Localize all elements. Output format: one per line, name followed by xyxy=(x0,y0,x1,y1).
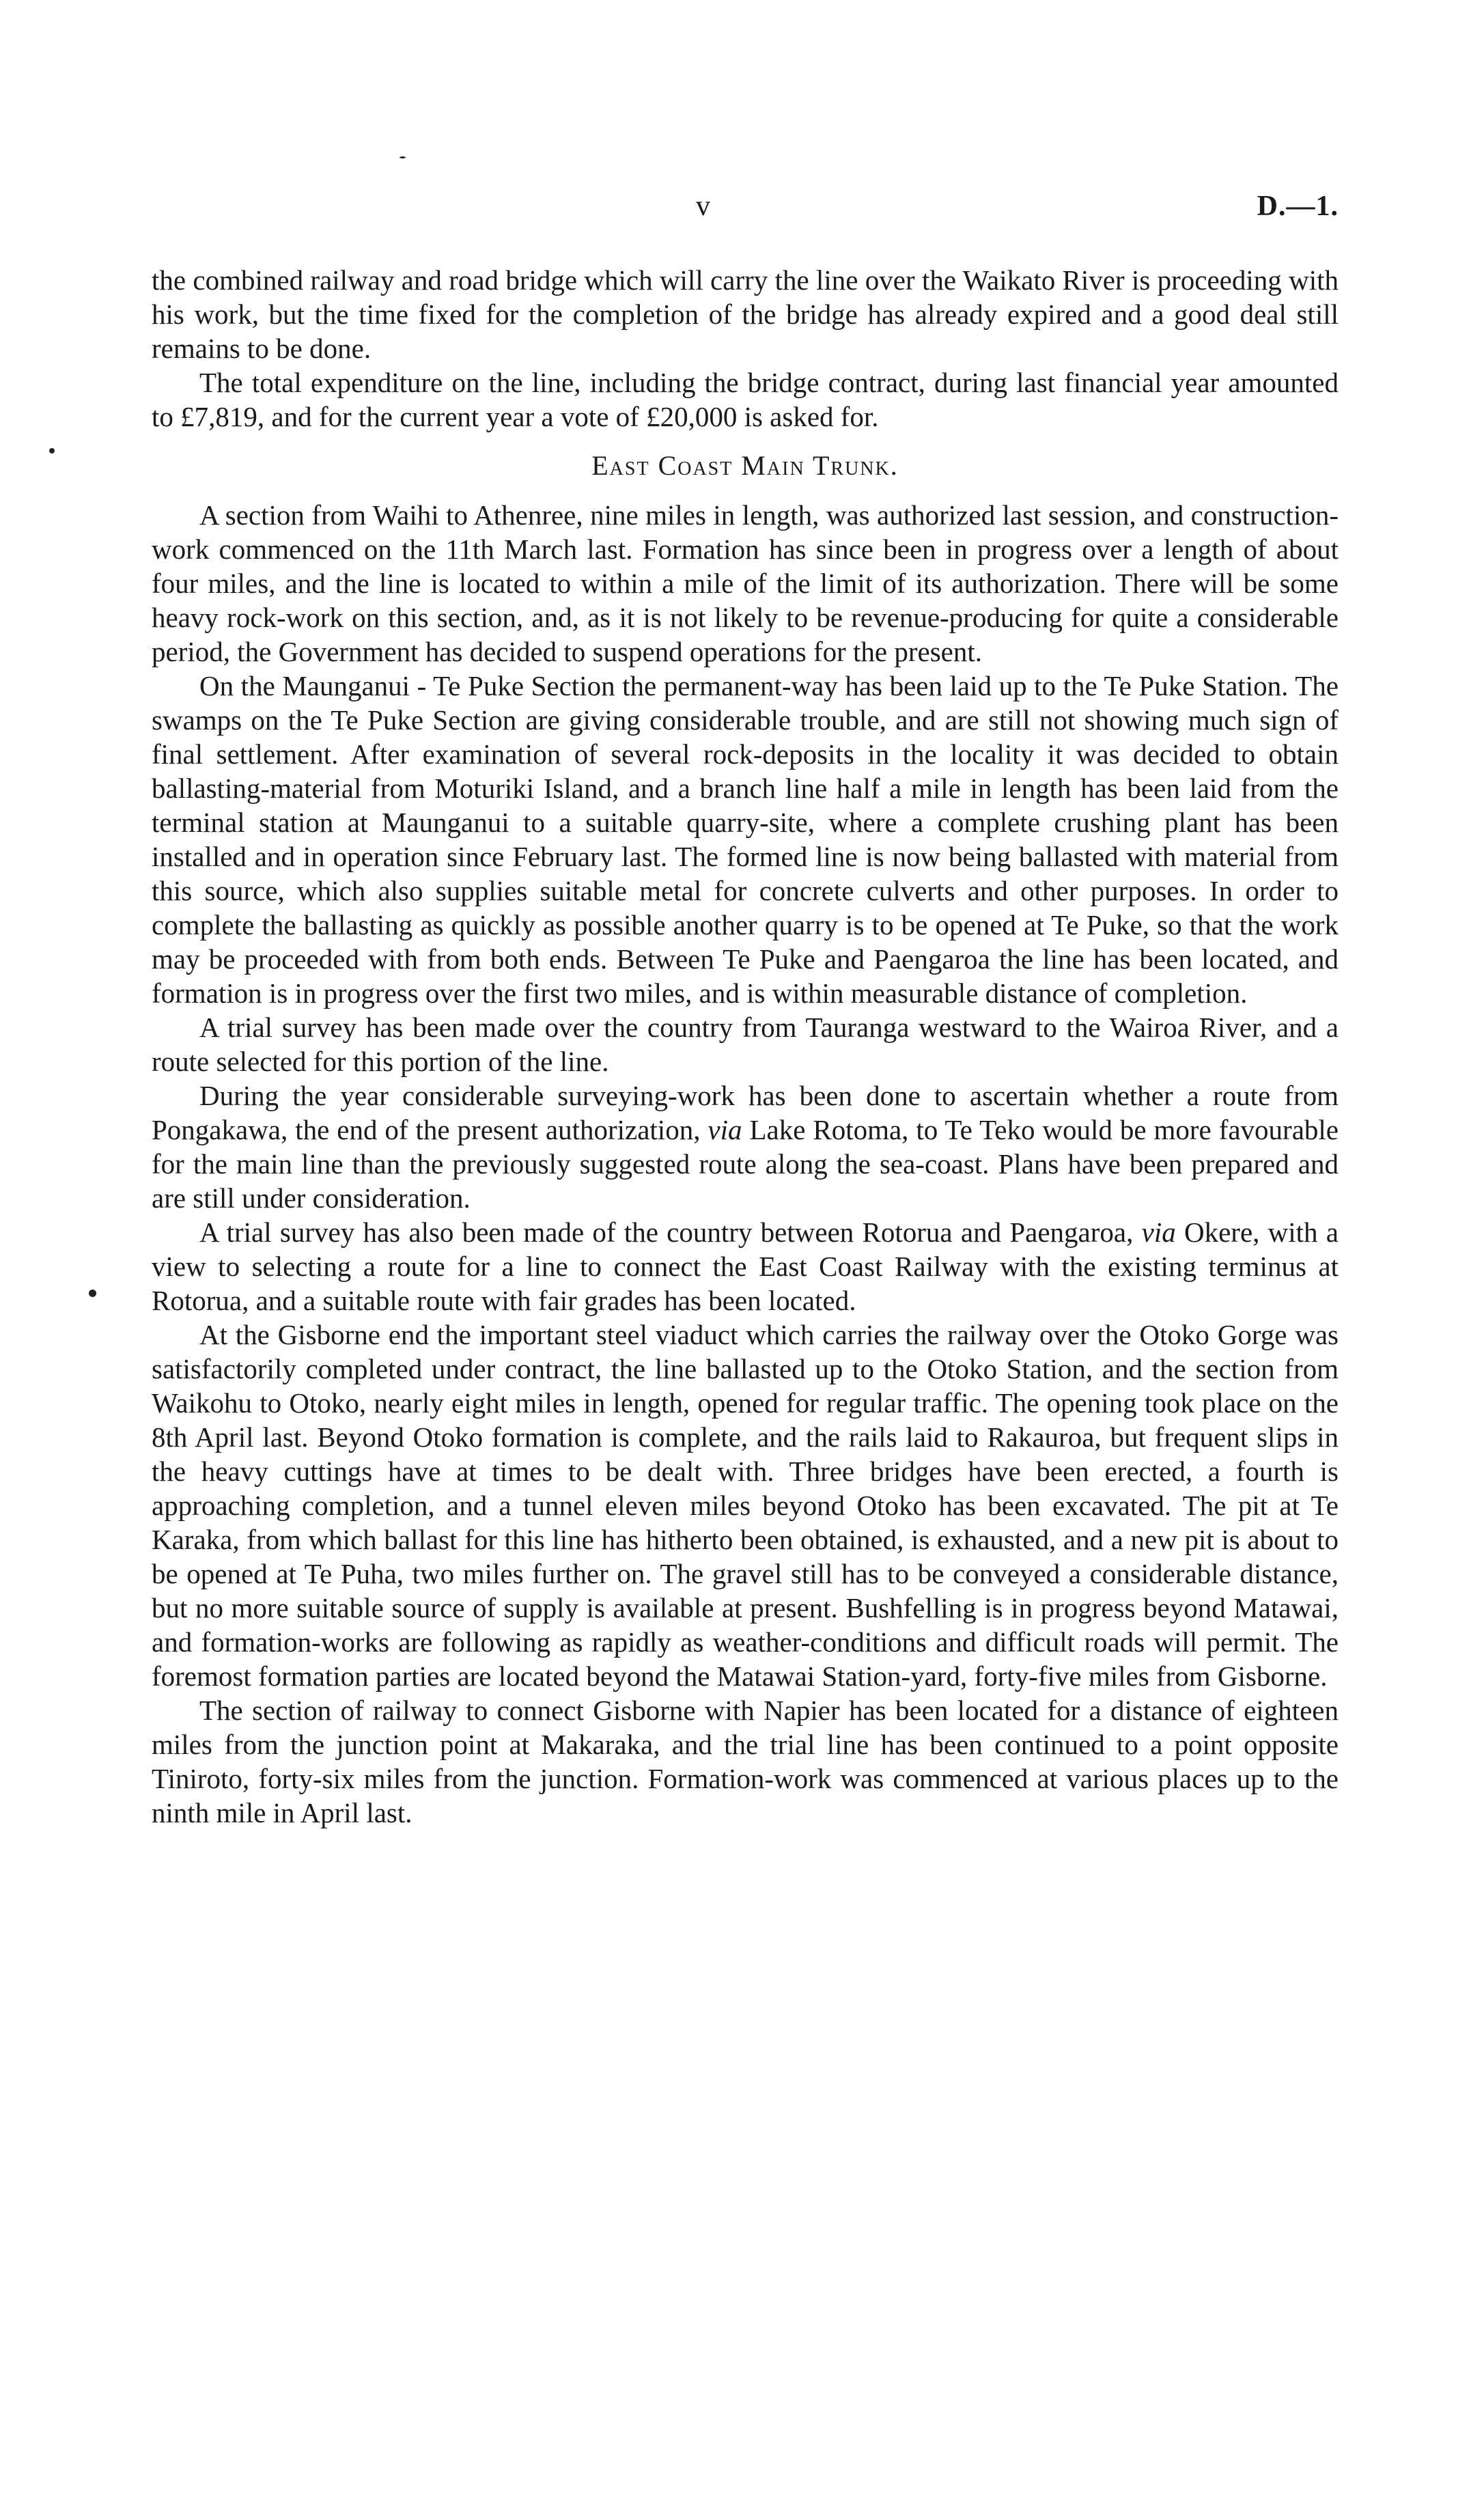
paragraph: the combined railway and road bridge which will carry the line over the Waikato River is proceeding with his work, but the time fixed for the completion of the bridge has already expired and a good deal still remains to be done. xyxy=(152,264,1339,364)
scan-speck xyxy=(89,1290,96,1297)
paragraph: On the Maunganui - Te Puke Section the permanent-way has been laid up to the Te Puke Station. The swamps on the Te Puke Section are giving considerable trouble, and are still not showing much sign of final settlement. After examination of several rock-deposits in the locality it was decided to obtain ballasting-material from Moturiki Island, and a branch line half a mile in length has been laid from the terminal station at Maunganui to a suitable quarry-site, where a complete crushing plant has been installed and in operation since February last. The formed line is now being ballasted with material from this source, which also supplies suitable metal for concrete culverts and other purposes. In order to complete the ballasting as quickly as possible another quarry is to be opened at Te Puke, so that the work may be proceeded with from both ends. Between Te Puke and Paengaroa the line has been located, and formation is in progress over the first two miles, and is within measurable distance of completion. xyxy=(152,670,1339,1009)
paragraph-text: Okere, with a view to selecting a route for a line to connect the East Coast Railway with the existing terminus at Rotorua, and a suitable route with fair grades has been located. xyxy=(152,1216,1339,1316)
paragraph: A section from Waihi to Athenree, nine miles in length, was authorized last session, and construction-work commenced on the 11th March last. Formation has since been in progress over a length of about four miles, and the line is located to within a mile of the limit of its authorization. There will be some heavy rock-work on this section, and, as it is not likely to be revenue-producing for quite a considerable period, the Government has decided to suspend operations for the present. xyxy=(152,499,1339,667)
document-reference: D.—1. xyxy=(1257,191,1339,222)
page-number: v xyxy=(696,191,711,222)
paragraph xyxy=(152,1078,1339,1215)
italic-via: via xyxy=(708,1114,742,1145)
scan-speck xyxy=(400,156,406,158)
scan-speck xyxy=(49,448,55,454)
paragraph: The total expenditure on the line, including the bridge contract, during last financial year amounted to £7,819, and for the current year a vote of £20,000 is asked for. xyxy=(152,367,1339,432)
page-header xyxy=(152,190,1339,238)
italic-via: via xyxy=(1141,1216,1176,1248)
paragraph: A trial survey has been made over the country from Tauranga westward to the Wairoa River, and a route selected for this portion of the line. xyxy=(152,1012,1339,1077)
paragraph-text: During the year considerable surveying-work has been done to ascertain whether a route from Pongakawa, the end of the present authorization, xyxy=(152,1080,1339,1145)
paragraph: At the Gisborne end the important steel viaduct which carries the railway over the Otoko Gorge was satisfactorily completed under contract, the line ballasted up to the Otoko Station, and the section from Waikohu to Otoko, nearly eight miles in length, opened for regular traffic. The opening took place on the 8th April last. Beyond Otoko formation is complete, and the rails laid to Rakauroa, but frequent slips in the heavy cuttings have at times to be dealt with. Three bridges have been erected, a fourth is approaching completion, and a tunnel eleven miles beyond Otoko has been excavated. The pit at Te Karaka, from which ballast for this line has hitherto been obtained, is exhausted, and a new pit is about to be opened at Te Puha, two miles further on. The gravel still has to be conveyed a considerable distance, but no more suitable source of supply is available at present. Bushfelling is in progress beyond Matawai, and formation-works are following as rapidly as weather-conditions and difficult roads will permit. The foremost formation parties are located beyond the Matawai Station-yard, forty-five miles from Gisborne. xyxy=(152,1319,1339,1692)
section-heading: East Coast Main Trunk. xyxy=(591,450,899,481)
paragraph-text: Lake Rotoma, to Te Teko would be more favourable for the main line than the previously suggested route along the sea-coast. Plans have been prepared and are still under consideration. xyxy=(152,1114,1339,1214)
paragraph-text: A trial survey has also been made of the country between Rotorua and Paengaroa, xyxy=(199,1216,1142,1248)
paragraph: The section of railway to connect Gisborne with Napier has been located for a distance of eighteen miles from the junction point at Makaraka, and the trial line has been continued to a point opposite Tiniroto, forty-six miles from the junction. Formation-work was commenced at various places up to the ninth mile in April last. xyxy=(152,1695,1339,1828)
paragraph xyxy=(152,1215,1339,1318)
body-text xyxy=(152,263,1339,1830)
